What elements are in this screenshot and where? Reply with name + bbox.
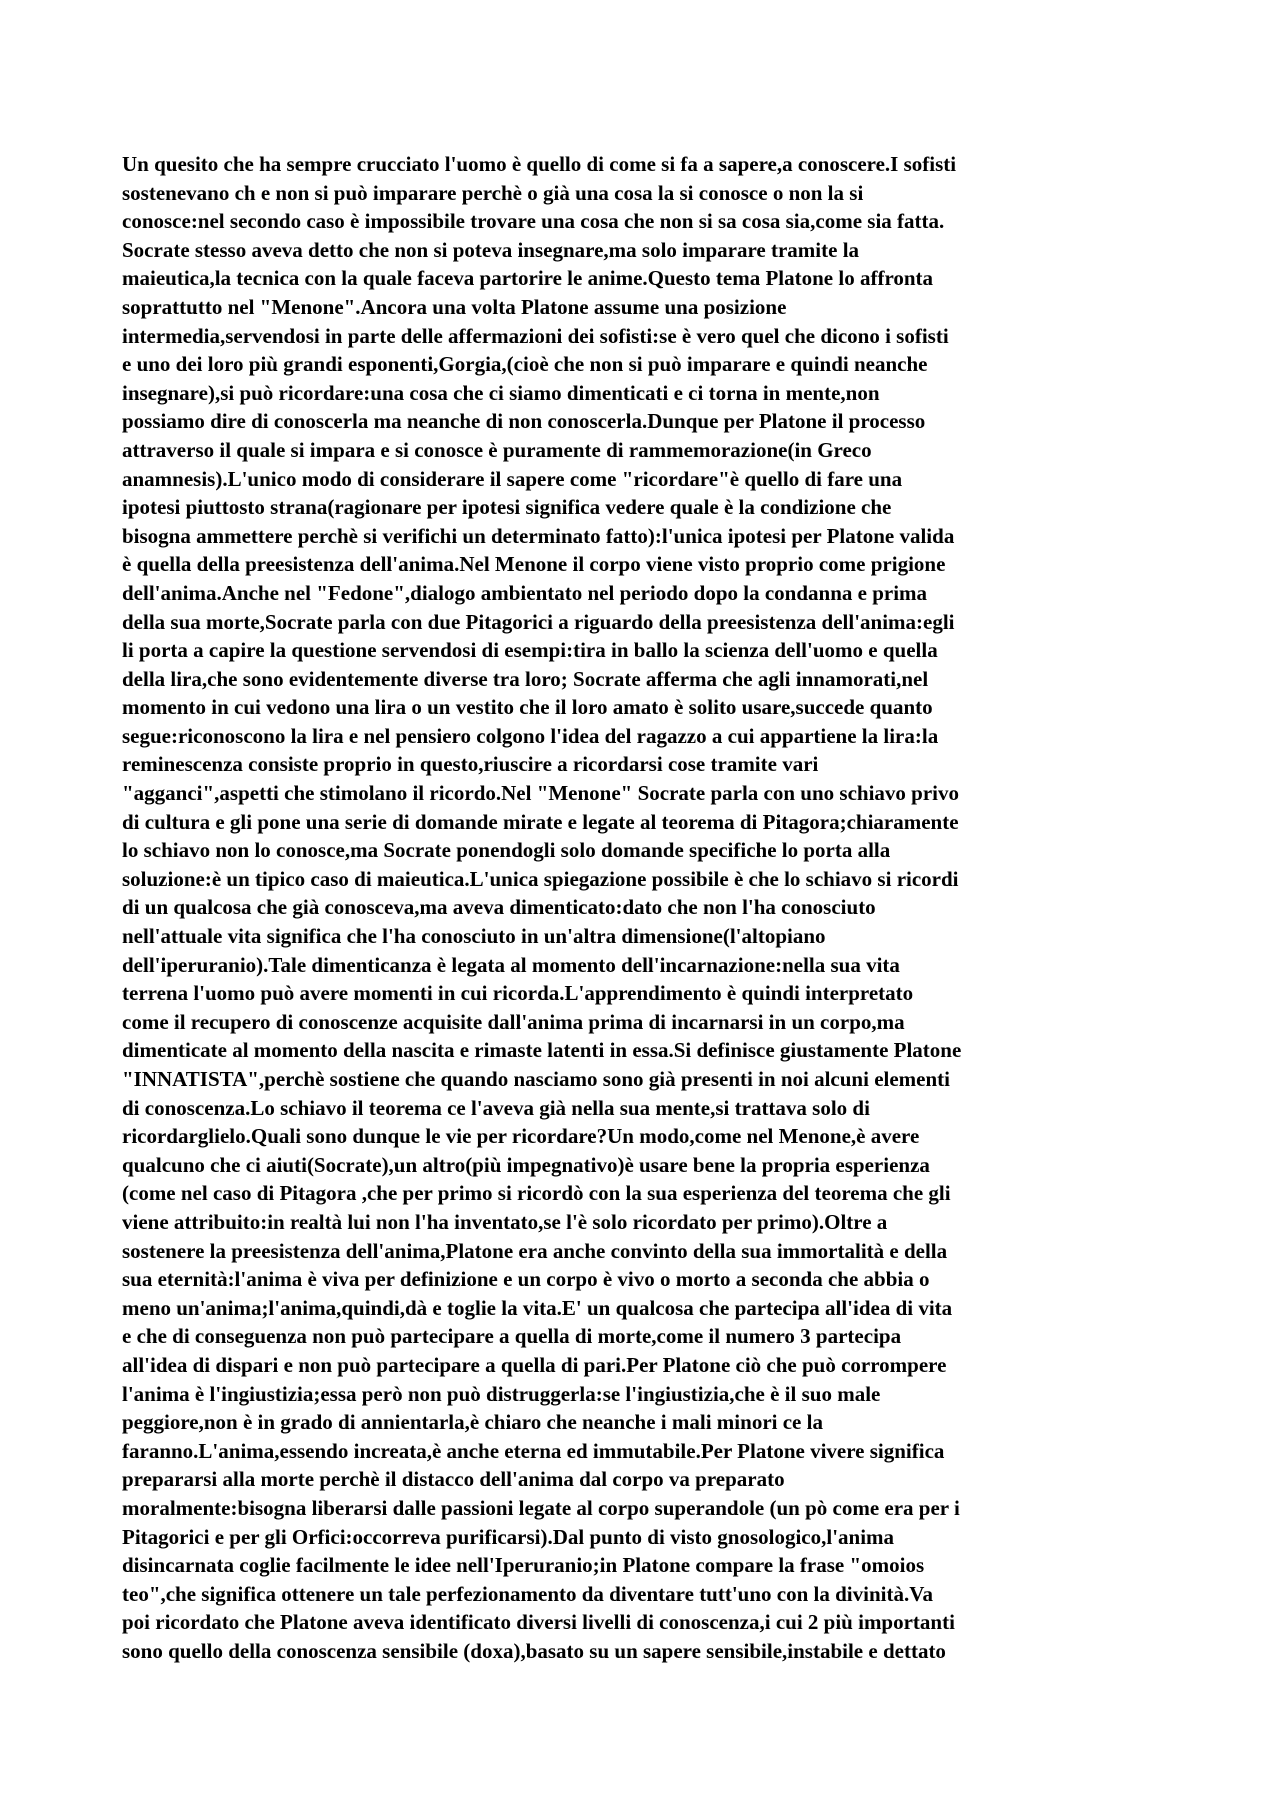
text-line: possiamo dire di conoscerla ma neanche di non conoscerla.Dunque per Platone il processo bbox=[122, 409, 926, 434]
text-line: della sua morte,Socrate parla con due Pitagorici a riguardo della preesistenza dell'anima:egli bbox=[122, 609, 955, 634]
text-line: anamnesis).L'unico modo di considerare il sapere come "ricordare"è quello di fare una bbox=[122, 466, 903, 491]
text-line: della lira,che sono evidentemente diverse tra loro; Socrate afferma che agli innamorati,nel bbox=[122, 666, 929, 691]
text-line: (come nel caso di Pitagora ,che per primo si ricordò con la sua esperienza del teorema che gli bbox=[122, 1181, 951, 1206]
text-line: dell'iperuranio).Tale dimenticanza è legata al momento dell'incarnazione:nella sua vita bbox=[122, 952, 900, 977]
text-line: e che di conseguenza non può partecipare a quella di morte,come il numero 3 partecipa bbox=[122, 1324, 902, 1349]
text-line: insegnare),si può ricordare:una cosa che ci siamo dimenticati e ci torna in mente,non bbox=[122, 380, 880, 405]
text-line: lo schiavo non lo conosce,ma Socrate ponendogli solo domande specifiche lo porta alla bbox=[122, 838, 891, 863]
text-line: sono quello della conoscenza sensibile (doxa),basato su un sapere sensibile,instabile e dettato bbox=[122, 1638, 946, 1663]
text-line: viene attribuito:in realtà lui non l'ha inventato,se l'è solo ricordato per primo).Oltre a bbox=[122, 1209, 888, 1234]
text-line: peggiore,non è in grado di annientarla,è chiaro che neanche i mali minori ce la bbox=[122, 1410, 823, 1435]
text-line: momento in cui vedono una lira o un vestito che il loro amato è solito usare,succede quanto bbox=[122, 695, 933, 720]
text-line: segue:riconoscono la lira e nel pensiero colgono l'idea del ragazzo a cui appartiene la lira:la bbox=[122, 723, 939, 748]
text-line: reminescenza consiste proprio in questo,riuscire a ricordarsi cose tramite vari bbox=[122, 752, 819, 777]
text-line: bisogna ammettere perchè si verifichi un determinato fatto):l'unica ipotesi per Platone valida bbox=[122, 523, 955, 548]
text-line: qualcuno che ci aiuti(Socrate),un altro(più impegnativo)è usare bene la propria esperienza bbox=[122, 1152, 930, 1177]
text-line: ricordarglielo.Quali sono dunque le vie per ricordare?Un modo,come nel Menone,è avere bbox=[122, 1124, 920, 1149]
text-line: sua eternità:l'anima è viva per definizione e un corpo è vivo o morto a seconda che abbia o bbox=[122, 1267, 930, 1292]
body-text bbox=[122, 150, 1162, 1665]
text-line: ipotesi piuttosto strana(ragionare per ipotesi significa vedere quale è la condizione che bbox=[122, 495, 892, 520]
text-line: è quella della preesistenza dell'anima.Nel Menone il corpo viene visto proprio come prigione bbox=[122, 552, 946, 577]
text-line: maieutica,la tecnica con la quale faceva partorire le anime.Questo tema Platone lo affronta bbox=[122, 266, 934, 291]
text-line: terrena l'uomo può avere momenti in cui ricorda.L'apprendimento è quindi interpretato bbox=[122, 981, 914, 1006]
text-line: Pitagorici e per gli Orfici:occorreva purificarsi).Dal punto di visto gnosologico,l'anima bbox=[122, 1524, 895, 1549]
text-line: sostenevano ch e non si può imparare perchè o già una cosa la si conosce o non la si bbox=[122, 180, 864, 205]
text-line: "agganci",aspetti che stimolano il ricordo.Nel "Menone" Socrate parla con uno schiavo privo bbox=[122, 781, 959, 806]
text-line: moralmente:bisogna liberarsi dalle passioni legate al corpo superandole (un pò come era per i bbox=[122, 1495, 960, 1520]
text-line: l'anima è l'ingiustizia;essa però non può distruggerla:se l'ingiustizia,che è il suo male bbox=[122, 1381, 881, 1406]
text-line: attraverso il quale si impara e si conosce è puramente di rammemorazione(in Greco bbox=[122, 437, 872, 462]
text-line: prepararsi alla morte perchè il distacco dell'anima dal corpo va preparato bbox=[122, 1467, 785, 1492]
text-line: sostenere la preesistenza dell'anima,Platone era anche convinto della sua immortalità e della bbox=[122, 1238, 948, 1263]
text-line: faranno.L'anima,essendo increata,è anche eterna ed immutabile.Per Platone vivere significa bbox=[122, 1438, 945, 1463]
text-line: dimenticate al momento della nascita e rimaste latenti in essa.Si definisce giustamente Platone bbox=[122, 1038, 962, 1063]
text-line: meno un'anima;l'anima,quindi,dà e toglie la vita.E' un qualcosa che partecipa all'idea di vita bbox=[122, 1295, 953, 1320]
text-line: dell'anima.Anche nel "Fedone",dialogo ambientato nel periodo dopo la condanna e prima bbox=[122, 580, 928, 605]
text-line: soprattutto nel "Menone".Ancora una volta Platone assume una posizione bbox=[122, 294, 787, 319]
text-line: teo",che significa ottenere un tale perfezionamento da diventare tutt'uno con la divinità.Va bbox=[122, 1581, 933, 1606]
text-line: intermedia,servendosi in parte delle affermazioni dei sofisti:se è vero quel che dicono i sofisti bbox=[122, 323, 949, 348]
text-line: disincarnata coglie facilmente le idee nell'Iperuranio;in Platone compare la frase "omoios bbox=[122, 1553, 925, 1578]
text-line: conosce:nel secondo caso è impossibile trovare una cosa che non si sa cosa sia,come sia fatta. bbox=[122, 209, 945, 234]
text-line: soluzione:è un tipico caso di maieutica.L'unica spiegazione possibile è che lo schiavo si ricordi bbox=[122, 866, 959, 891]
text-line: di un qualcosa che già conosceva,ma aveva dimenticato:dato che non l'ha conosciuto bbox=[122, 895, 876, 920]
text-line: poi ricordato che Platone aveva identificato diversi livelli di conoscenza,i cui 2 più importanti bbox=[122, 1610, 955, 1635]
text-line: e uno dei loro più grandi esponenti,Gorgia,(cioè che non si può imparare e quindi neanche bbox=[122, 352, 928, 377]
text-line: nell'attuale vita significa che l'ha conosciuto in un'altra dimensione(l'altopiano bbox=[122, 924, 826, 949]
text-line: Socrate stesso aveva detto che non si poteva insegnare,ma solo imparare tramite la bbox=[122, 237, 860, 262]
text-line: all'idea di dispari e non può partecipare a quella di pari.Per Platone ciò che può corrompere bbox=[122, 1352, 947, 1377]
text-line: Un quesito che ha sempre crucciato l'uomo è quello di come si fa a sapere,a conoscere.I sofisti bbox=[122, 152, 957, 176]
text-line: li porta a capire la questione servendosi di esempi:tira in ballo la scienza dell'uomo e quella bbox=[122, 638, 938, 663]
text-line: di cultura e gli pone una serie di domande mirate e legate al teorema di Pitagora;chiaramente bbox=[122, 809, 959, 834]
text-line: "INNATISTA",perchè sostiene che quando nasciamo sono già presenti in noi alcuni elementi bbox=[122, 1067, 950, 1091]
text-line: come il recupero di conoscenze acquisite dall'anima prima di incarnarsi in un corpo,ma bbox=[122, 1009, 905, 1034]
text-line: di conoscenza.Lo schiavo il teorema ce l'aveva già nella sua mente,si trattava solo di bbox=[122, 1095, 870, 1120]
